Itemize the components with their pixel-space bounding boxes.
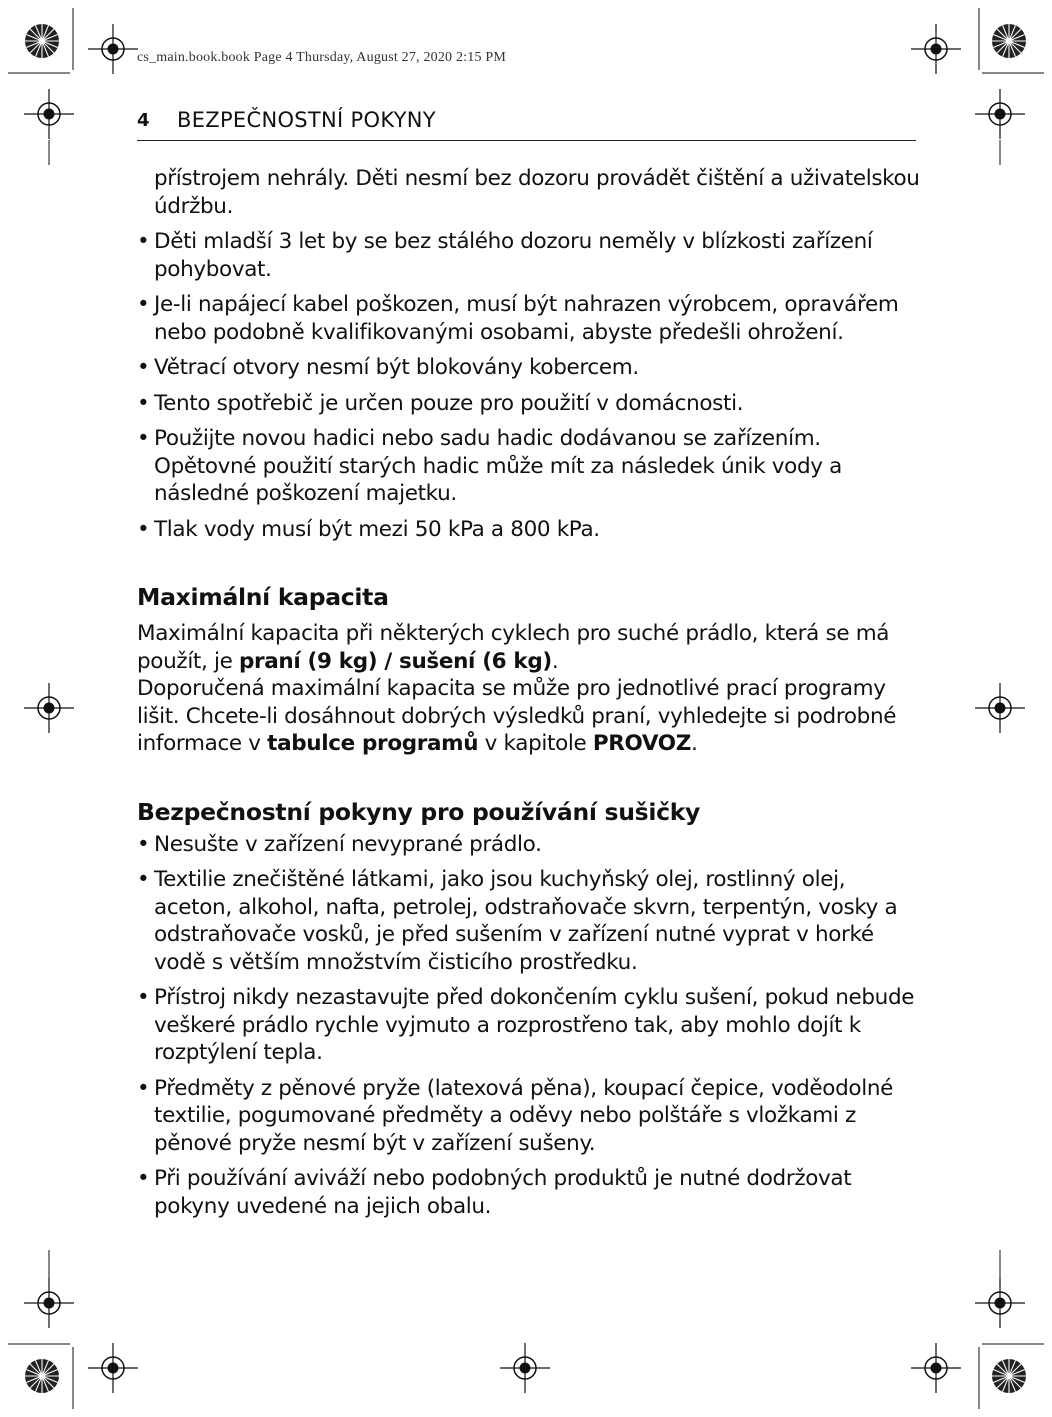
list-item — [137, 390, 927, 418]
page-content — [137, 165, 927, 1228]
page-number: 4 — [137, 110, 150, 131]
capacity-p2-mid: v kapitole — [478, 731, 593, 756]
capacity-section — [137, 581, 927, 758]
list-item-text: Použijte novou hadici nebo sadu hadic dodávanou se zařízením. Opětovné použití starých hadic může mít za následek únik vody a následné poškození majetku. — [154, 426, 842, 506]
list-item-text: Tlak vody musí být mezi 50 kPa a 800 kPa. — [154, 516, 600, 542]
list-item — [137, 984, 927, 1067]
print-slug: cs_main.book.book Page 4 Thursday, August 27, 2020 2:15 PM — [137, 50, 506, 65]
list-item-text: Předměty z pěnové pryže (latexová pěna), koupací čepice, voděodolné textilie, pogumované předměty a oděvy nebo polštáře s vložkami z pěnové pryže nesmí být v zařízení sušeny. — [154, 1075, 893, 1156]
bullet: • — [137, 985, 150, 1010]
capacity-p1-text: Maximální kapacita při některých cyklech pro suché prádlo, která se má použít, je — [137, 621, 890, 674]
dryer-heading: Bezpečnostní pokyny pro používání sušičky — [137, 797, 701, 826]
capacity-p1-end: . — [551, 648, 559, 674]
bullet: • — [137, 426, 150, 451]
list-item — [137, 1165, 927, 1220]
bullet: • — [137, 355, 150, 380]
list-item-text: Přístroj nikdy nezastavujte před dokončením cyklu sušení, pokud nebude veškeré prádlo rychle vyjmuto a rozprostřeno tak, aby mohlo dojít k rozptýlení tepla. — [154, 985, 915, 1065]
list-item-text: Je-li napájecí kabel poškozen, musí být nahrazen výrobcem, opravářem nebo podobně kvalifikovanými osobami, abyste předešli ohrožení. — [154, 292, 899, 345]
capacity-paragraph-1 — [137, 620, 927, 675]
capacity-heading: Maximální kapacita — [137, 583, 389, 611]
list-item — [137, 866, 927, 976]
list-item — [137, 1075, 927, 1158]
bullet: • — [137, 831, 150, 857]
intro-continuation: přístrojem nehrály. Děti nesmí bez dozoru provádět čištění a uživatelskou údržbu. — [154, 166, 920, 219]
capacity-paragraph-2 — [137, 675, 927, 758]
list-item-text: Textilie znečištěné látkami, jako jsou kuchyňský olej, rostlinný olej, aceton, alkohol, nafta, petrolej, odstraňovače skvrn, terpentýn, vosky a odstraňovače vosků, je před sušením v zařízení nutné vyprat v horké vodě s větším množstvím čisticího prostředku. — [154, 867, 898, 975]
capacity-p2-end: . — [690, 731, 698, 756]
bullet: • — [137, 1075, 150, 1101]
capacity-p2-bold-provoz: PROVOZ — [592, 731, 691, 756]
list-item-text: Při používání aviváží nebo podobných produktů je nutné dodržovat pokyny uvedené na jejich obalu. — [154, 1166, 852, 1219]
bullet: • — [137, 292, 150, 317]
page-header — [137, 108, 916, 141]
capacity-p2-text: Doporučená maximální kapacita se může pro jednotlivé prací programy lišit. Chcete-li dosáhnout dobrých výsledků praní, vyhledejte si podrobné informace v — [137, 676, 897, 756]
capacity-p2-bold-programs: tabulce programů — [267, 731, 479, 756]
list-item — [137, 831, 927, 859]
list-item — [137, 516, 927, 544]
list-item-text: Děti mladší 3 let by se bez stálého dozoru neměly v blízkosti zařízení pohybovat. — [154, 229, 873, 282]
dryer-section — [137, 796, 927, 1221]
safety-list — [137, 228, 927, 543]
list-item — [137, 425, 927, 508]
bullet: • — [137, 390, 150, 416]
bullet: • — [137, 1166, 150, 1191]
dryer-list — [137, 831, 927, 1221]
list-item-text: Větrací otvory nesmí být blokovány kobercem. — [154, 355, 639, 380]
list-item-text: Nesušte v zařízení nevyprané prádlo. — [154, 831, 542, 857]
page-title: BEZPEČNOSTNÍ POKYNY — [177, 108, 436, 132]
bullet: • — [137, 516, 150, 542]
capacity-p1-bold: praní (9 kg) / sušení (6 kg) — [238, 648, 552, 674]
list-item — [137, 291, 927, 346]
list-item-text: Tento spotřebič je určen pouze pro použití v domácnosti. — [154, 390, 744, 416]
list-item — [137, 228, 927, 283]
list-item — [137, 354, 927, 382]
bullet: • — [137, 229, 150, 254]
bullet: • — [137, 867, 150, 892]
